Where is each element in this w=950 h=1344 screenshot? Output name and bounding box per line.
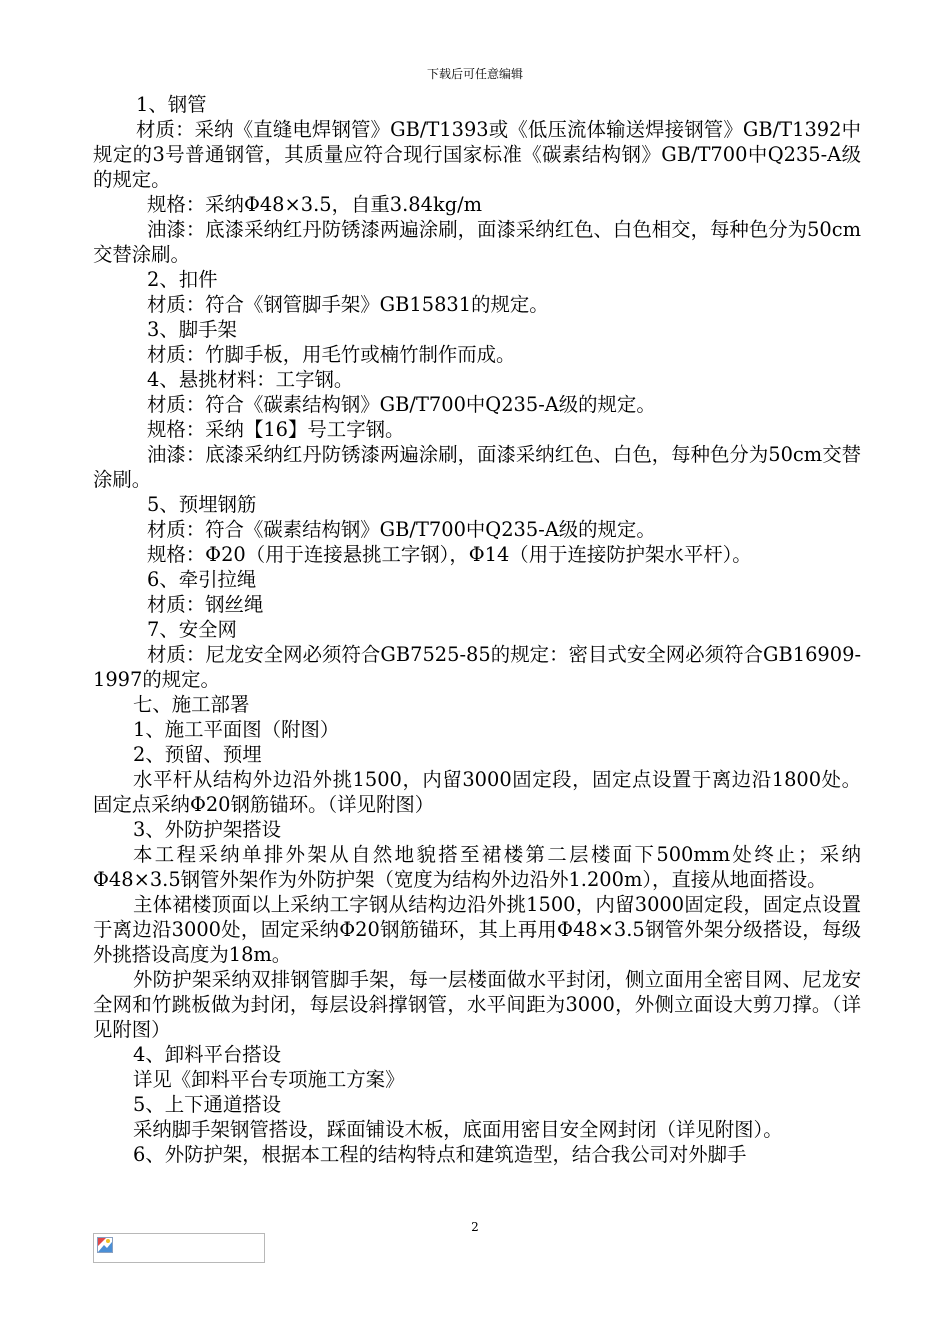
paragraph: 3、脚手架	[147, 318, 237, 341]
paragraph: 外防护架采纳双排钢管脚手架，每一层楼面做水平封闭，侧立面用全密目网、尼龙安全网和竹跳板做为封闭，每层设斜撑钢管，水平间距为3000，外侧立面设大剪刀撑。（详见附图）	[93, 968, 861, 1041]
broken-image-icon	[97, 1237, 113, 1253]
paragraph: 4、卸料平台搭设	[133, 1043, 282, 1066]
paragraph: 材质：采纳《直缝电焊钢管》GB/T1393或《低压流体输送焊接钢管》GB/T1392中规定的3号普通钢管，其质量应符合现行国家标准《碳素结构钢》GB/T700中Q235-A级的规定。	[93, 118, 861, 191]
paragraph: 七、施工部署	[133, 693, 250, 716]
paragraph: 5、上下通道搭设	[133, 1093, 282, 1116]
paragraph: 材质：符合《钢管脚手架》GB15831的规定。	[147, 293, 549, 316]
paragraph: 1、钢管	[136, 93, 207, 116]
paragraph: 材质：竹脚手板，用毛竹或楠竹制作而成。	[147, 343, 516, 366]
paragraph: 主体裙楼顶面以上采纳工字钢从结构边沿外挑1500，内留3000固定段，固定点设置于离边沿3000处，固定采纳Φ20钢筋锚环，其上再用Φ48×3.5钢管外架分级搭设，每级外挑搭设高度为18m。	[93, 893, 861, 966]
page-number: 2	[471, 1220, 479, 1234]
paragraph: 材质：符合《碳素结构钢》GB/T700中Q235-A级的规定。	[147, 518, 656, 541]
paragraph: 2、扣件	[147, 268, 218, 291]
paragraph: 采纳脚手架钢管搭设，踩面铺设木板，底面用密目安全网封闭（详见附图）。	[133, 1118, 783, 1141]
paragraph: 详见《卸料平台专项施工方案》	[133, 1068, 405, 1091]
broken-image-placeholder	[93, 1233, 265, 1263]
document-body	[93, 92, 861, 1167]
paragraph: 规格：Φ20（用于连接悬挑工字钢），Φ14（用于连接防护架水平杆）。	[147, 543, 752, 566]
paragraph: 3、外防护架搭设	[133, 818, 282, 841]
paragraph: 材质：钢丝绳	[147, 593, 264, 616]
paragraph: 油漆：底漆采纳红丹防锈漆两遍涂刷，面漆采纳红色、白色相交，每种色分为50cm交替涂刷。	[93, 218, 861, 266]
paragraph: 水平杆从结构外边沿外挑1500，内留3000固定段，固定点设置于离边沿1800处。固定点采纳Φ20钢筋锚环。（详见附图）	[93, 768, 861, 816]
paragraph: 规格：采纳Φ48×3.5，自重3.84kg/m	[147, 193, 483, 216]
paragraph: 本工程采纳单排外架从自然地貌搭至裙楼第二层楼面下500mm处终止；采纳Φ48×3.5钢管外架作为外防护架（宽度为结构外边沿外1.200m），直接从地面搭设。	[93, 843, 861, 891]
paragraph: 2、预留、预埋	[133, 743, 262, 766]
paragraph: 6、外防护架，根据本工程的结构特点和建筑造型，结合我公司对外脚手	[133, 1143, 747, 1166]
paragraph: 规格：采纳【16】号工字钢。	[147, 418, 405, 441]
paragraph: 6、牵引拉绳	[147, 568, 257, 591]
paragraph: 5、预埋钢筋	[147, 493, 257, 516]
paragraph: 4、悬挑材料：工字钢。	[147, 368, 354, 391]
paragraph: 7、安全网	[147, 618, 237, 641]
page-header: 下载后可任意编辑	[426, 67, 523, 81]
paragraph: 材质：符合《碳素结构钢》GB/T700中Q235-A级的规定。	[147, 393, 656, 416]
paragraph: 材质：尼龙安全网必须符合GB7525-85的规定：密目式安全网必须符合GB16909-1997的规定。	[93, 643, 861, 691]
paragraph: 1、施工平面图（附图）	[133, 718, 340, 741]
paragraph: 油漆：底漆采纳红丹防锈漆两遍涂刷，面漆采纳红色、白色，每种色分为50cm交替涂刷。	[93, 443, 861, 491]
